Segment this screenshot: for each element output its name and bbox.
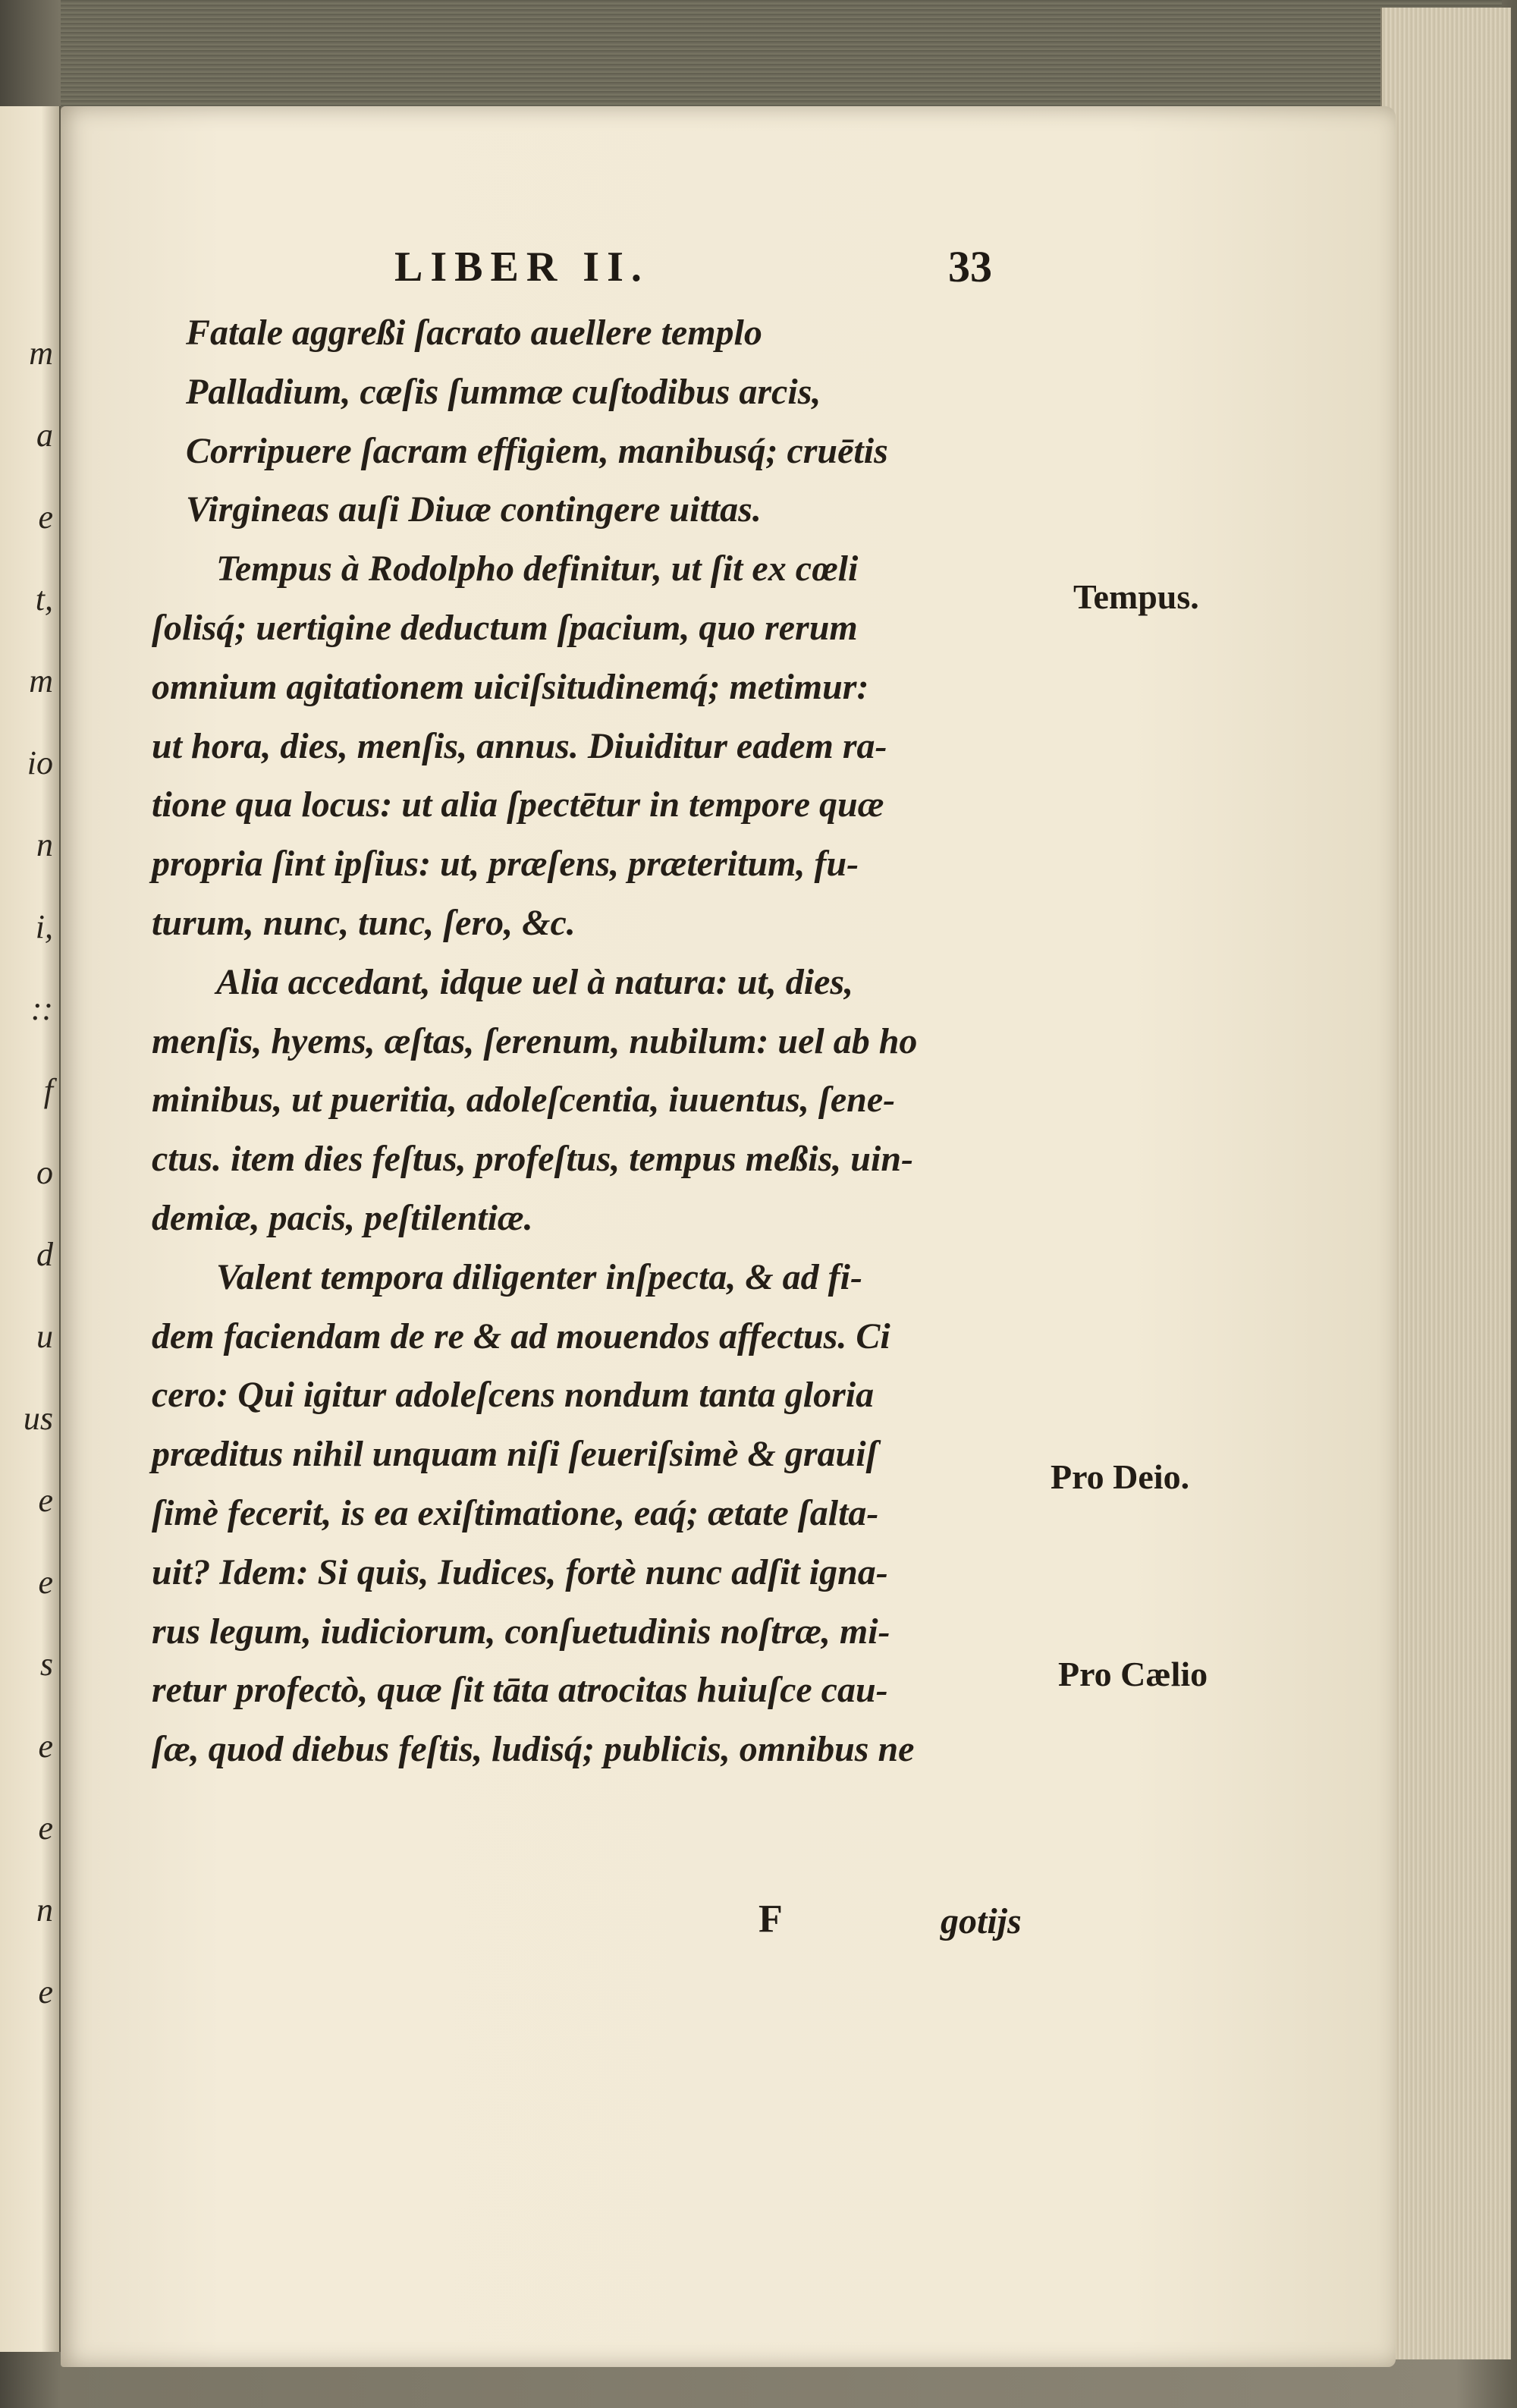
left-page-fragment: t, xyxy=(35,580,53,618)
text-line: dem faciendam de re & ad mouendos affectus. Ci xyxy=(152,1316,890,1356)
page-top-edge xyxy=(61,0,1502,114)
text-line: Valent tempora diligenter inſpecta, & ad fi- xyxy=(216,1256,862,1297)
text-line: retur profectò, quæ ſit tāta atrocitas huiuſce cau- xyxy=(152,1670,888,1711)
left-page-fragment: us xyxy=(23,1400,53,1437)
page-fore-edge xyxy=(1380,8,1511,2359)
margin-note-pro-caelio: Pro Cælio xyxy=(1058,1655,1208,1693)
text-line: uit? Idem: Si quis, Iudices, fortè nunc adſit igna- xyxy=(152,1551,888,1592)
text-line: Palladium, cæſis ſummæ cuſtodibus arcis, xyxy=(186,371,821,412)
running-head: LIBER II. xyxy=(394,244,649,291)
left-page-fragment: e xyxy=(38,1727,53,1765)
text-line: ſæ, quod diebus feſtis, ludisq́; publicis, omnibus ne xyxy=(152,1729,915,1770)
left-page-fragment: i, xyxy=(35,908,53,945)
left-page-fragment: o xyxy=(36,1154,53,1191)
left-page-fragment: s xyxy=(39,1646,53,1683)
left-page-fragment: :: xyxy=(30,990,53,1027)
left-page-fragment: u xyxy=(36,1318,53,1355)
text-line: turum, nunc, tunc, ſero, &c. xyxy=(152,902,576,943)
main-text xyxy=(152,303,1062,1779)
margin-note-pro-deio: Pro Deio. xyxy=(1051,1457,1190,1496)
text-line: Alia accedant, idque uel à natura: ut, dies, xyxy=(216,961,854,1002)
signature-mark: F xyxy=(758,1897,783,1941)
left-page-fragment: io xyxy=(27,744,53,781)
left-page-fragment: e xyxy=(38,1973,53,2010)
text-line: menſis, hyems, æſtas, ſerenum, nubilum: uel ab ho xyxy=(152,1020,918,1061)
text-line: tione qua locus: ut alia ſpectētur in tempore quæ xyxy=(152,784,884,825)
left-page-fragment: e xyxy=(38,1482,53,1519)
left-page-fragment: e xyxy=(38,1564,53,1601)
text-line: ctus. item dies feſtus, profeſtus, tempus meßis, uin- xyxy=(152,1139,914,1180)
text-line: minibus, ut pueritia, adoleſcentia, iuuentus, ſene- xyxy=(152,1080,896,1121)
left-page-fragment: m xyxy=(29,662,53,699)
left-page-fragment: a xyxy=(36,417,53,454)
text-line: præditus nihil unquam niſi ſeueriſsimè & grauiſ xyxy=(152,1434,878,1475)
text-line: ſolisq́; uertigine deductum ſpacium, quo rerum xyxy=(152,607,858,648)
left-page-fragment: m xyxy=(29,335,53,372)
left-page-fragment: e xyxy=(38,498,53,536)
text-line: ſimè fecerit, is ea exiſtimatione, eaq́; ætate ſalta- xyxy=(152,1492,879,1533)
left-page-fragment: e xyxy=(38,1809,53,1847)
text-line: Fatale aggreßi ſacrato auellere templo xyxy=(186,313,762,353)
folio-number: 33 xyxy=(948,242,992,291)
text-line: propria ſint ipſius: ut, præſens, præteritum, fu- xyxy=(152,844,859,885)
left-page-fragment: n xyxy=(36,1891,53,1929)
text-line: rus legum, iudiciorum, conſuetudinis noſtræ, mi- xyxy=(152,1611,890,1652)
text-line: ut hora, dies, menſis, annus. Diuiditur eadem ra- xyxy=(152,725,887,766)
left-page-strip xyxy=(0,106,61,2352)
margin-note-tempus: Tempus. xyxy=(1073,577,1199,616)
text-line: Corripuere ſacram effigiem, manibusq́; cruētis xyxy=(186,430,888,471)
text-line: cero: Qui igitur adoleſcens nondum tanta gloria xyxy=(152,1375,875,1416)
text-line: demiæ, pacis, peſtilentiæ. xyxy=(152,1197,533,1238)
catchword: gotijs xyxy=(941,1901,1022,1941)
text-line: Tempus à Rodolpho definitur, ut ſit ex cœli xyxy=(216,549,859,589)
text-line: Virgineas auſi Diuæ contingere uittas. xyxy=(186,489,762,530)
left-page-fragment: f xyxy=(43,1072,53,1109)
left-page-fragment: n xyxy=(36,826,53,863)
left-page-fragment: d xyxy=(36,1236,53,1273)
text-line: omnium agitationem uiciſsitudinemq́; metimur: xyxy=(152,666,869,707)
